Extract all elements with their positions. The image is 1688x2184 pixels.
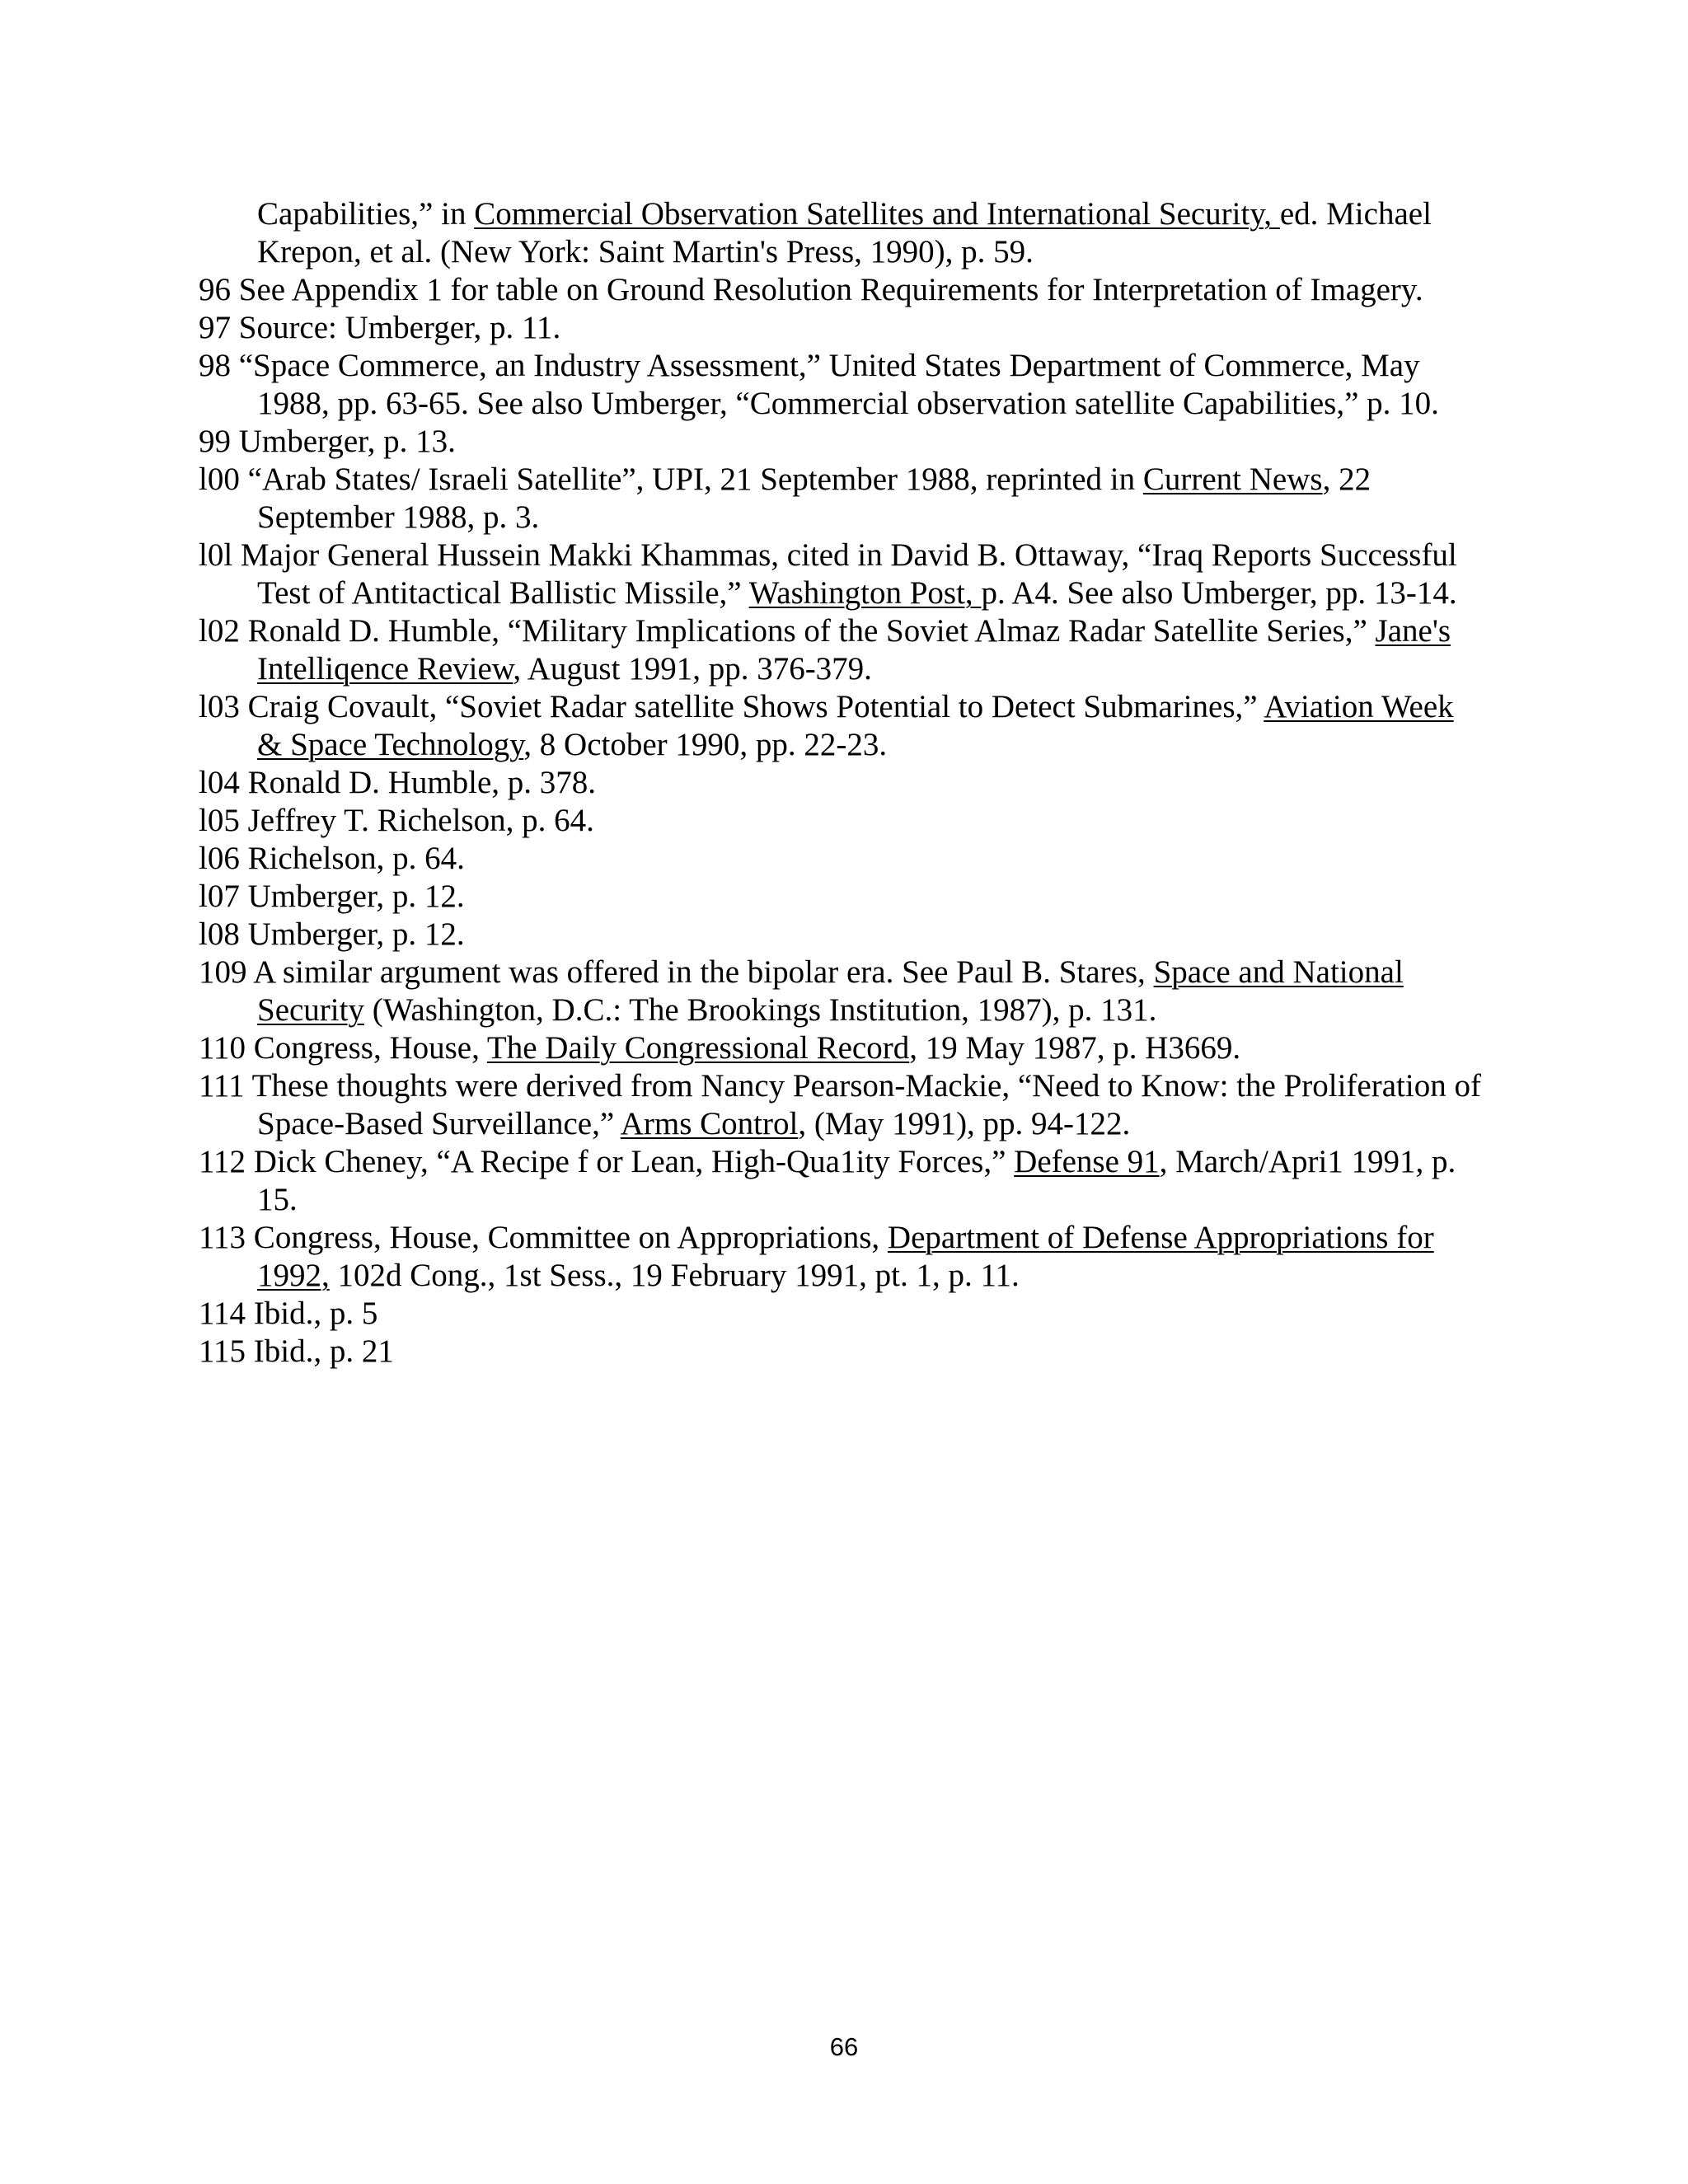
endnote-text: 114 Ibid., p. 5 <box>199 1296 378 1331</box>
endnote <box>199 802 1484 840</box>
endnote-text: l06 Richelson, p. 64. <box>199 841 465 876</box>
endnote-source-title: Arms Control <box>620 1106 799 1141</box>
endnote-source-title: Aviation Week & Space Technology <box>257 689 1454 762</box>
endnote-source-title: Department of Defense Appropriations for 1992, <box>257 1220 1434 1293</box>
endnote <box>199 309 1484 347</box>
endnote-source-title: Defense 91 <box>1014 1144 1160 1179</box>
endnote-text: , 22 September 1988, p. 3. <box>257 462 1372 535</box>
endnote-text: l07 Umberger, p. 12. <box>199 879 465 914</box>
endnote <box>199 1219 1484 1295</box>
endnote-source-title: The Daily Congressional Record <box>486 1030 910 1066</box>
endnote-text: l05 Jeffrey T. Richelson, p. 64. <box>199 803 594 838</box>
endnotes-list <box>199 195 1484 1371</box>
endnote <box>199 1067 1484 1143</box>
endnote <box>199 764 1484 802</box>
endnote <box>199 1333 1484 1371</box>
endnote <box>199 1295 1484 1333</box>
endnote-source-title: Washington Post, <box>748 575 982 611</box>
endnote-text: 112 Dick Cheney, “A Recipe f or Lean, High-Qua1ity Forces,” <box>199 1144 1015 1179</box>
endnote-text: 102d Cong., 1st Sess., 19 February 1991, pt. 1, p. 11. <box>329 1258 1020 1293</box>
endnote <box>199 954 1484 1029</box>
endnote-text: , 19 May 1987, p. H3669. <box>909 1030 1241 1066</box>
endnote <box>199 916 1484 954</box>
endnote <box>199 878 1484 916</box>
endnote <box>199 271 1484 309</box>
endnote-text: ed. Michael Krepon, et al. (New York: Saint Martin's Press, 1990), p. 59. <box>257 196 1432 269</box>
endnote-text: (Washington, D.C.: The Brookings Institution, 1987), p. 131. <box>363 992 1157 1028</box>
endnote-source-title: Jane's Intelliqence Review <box>257 613 1451 687</box>
endnote <box>199 688 1484 764</box>
endnote-source-title: Current News <box>1142 462 1323 497</box>
endnote <box>199 612 1484 688</box>
endnote-text: , August 1991, pp. 376-379. <box>513 651 872 687</box>
endnote-text: l03 Craig Covault, “Soviet Radar satellite Shows Potential to Detect Submarines,” <box>199 689 1264 724</box>
endnote-text: l0l Major General Hussein Makki Khammas, cited in David B. Ottaway, “Iraq Reports Successful Test of Antitactical Ballistic Missile,” <box>199 537 1457 611</box>
endnote <box>199 1143 1484 1219</box>
endnote-text: , 8 October 1990, pp. 22-23. <box>523 727 888 762</box>
endnote-source-title: Commercial Observation Satellites and International Security, <box>474 196 1280 232</box>
endnote-text: 115 Ibid., p. 21 <box>199 1333 394 1369</box>
endnote <box>199 537 1484 612</box>
endnote-text: 110 Congress, House, <box>199 1030 487 1066</box>
endnote-source-title: Space and National Security <box>257 954 1404 1028</box>
endnote-continuation <box>199 195 1484 271</box>
endnote <box>199 423 1484 461</box>
endnote-text: l04 Ronald D. Humble, p. 378. <box>199 765 597 800</box>
endnote-text: 113 Congress, House, Committee on Appropriations, <box>199 1220 888 1255</box>
endnote <box>199 461 1484 537</box>
page-number: 66 <box>829 2032 859 2061</box>
endnote-text: 109 A similar argument was offered in the bipolar era. See Paul B. Stares, <box>199 954 1154 990</box>
endnote-text: l00 “Arab States/ Israeli Satellite”, UPI, 21 September 1988, reprinted in <box>199 462 1143 497</box>
endnote <box>199 347 1484 423</box>
endnote-text: 99 Umberger, p. 13. <box>199 424 456 459</box>
endnote-text: Capabilities,” in <box>257 196 475 232</box>
endnote <box>199 1029 1484 1067</box>
endnote-text: 98 “Space Commerce, an Industry Assessment,” United States Department of Commerce, May 1988, pp. 63-65. See also Umberger, “Commercial observation satellite Capabilities,” p. 10. <box>199 348 1439 421</box>
endnote-text: , March/Apri1 1991, p. 15. <box>257 1144 1456 1217</box>
endnote-text: 97 Source: Umberger, p. 11. <box>199 310 561 345</box>
endnote-text: p. A4. See also Umberger, pp. 13-14. <box>981 575 1457 611</box>
endnote-text: , (May 1991), pp. 94-122. <box>798 1106 1131 1141</box>
endnote-text: l02 Ronald D. Humble, “Military Implications of the Soviet Almaz Radar Satellite Series,” <box>199 613 1376 649</box>
endnote <box>199 840 1484 878</box>
endnote-text: l08 Umberger, p. 12. <box>199 916 465 952</box>
endnote-text: 111 These thoughts were derived from Nancy Pearson-Mackie, “Need to Know: the Proliferation of Space-Based Surveillance,” <box>199 1068 1481 1141</box>
endnote-text: 96 See Appendix 1 for table on Ground Resolution Requirements for Interpretation of Imagery. <box>199 272 1423 307</box>
